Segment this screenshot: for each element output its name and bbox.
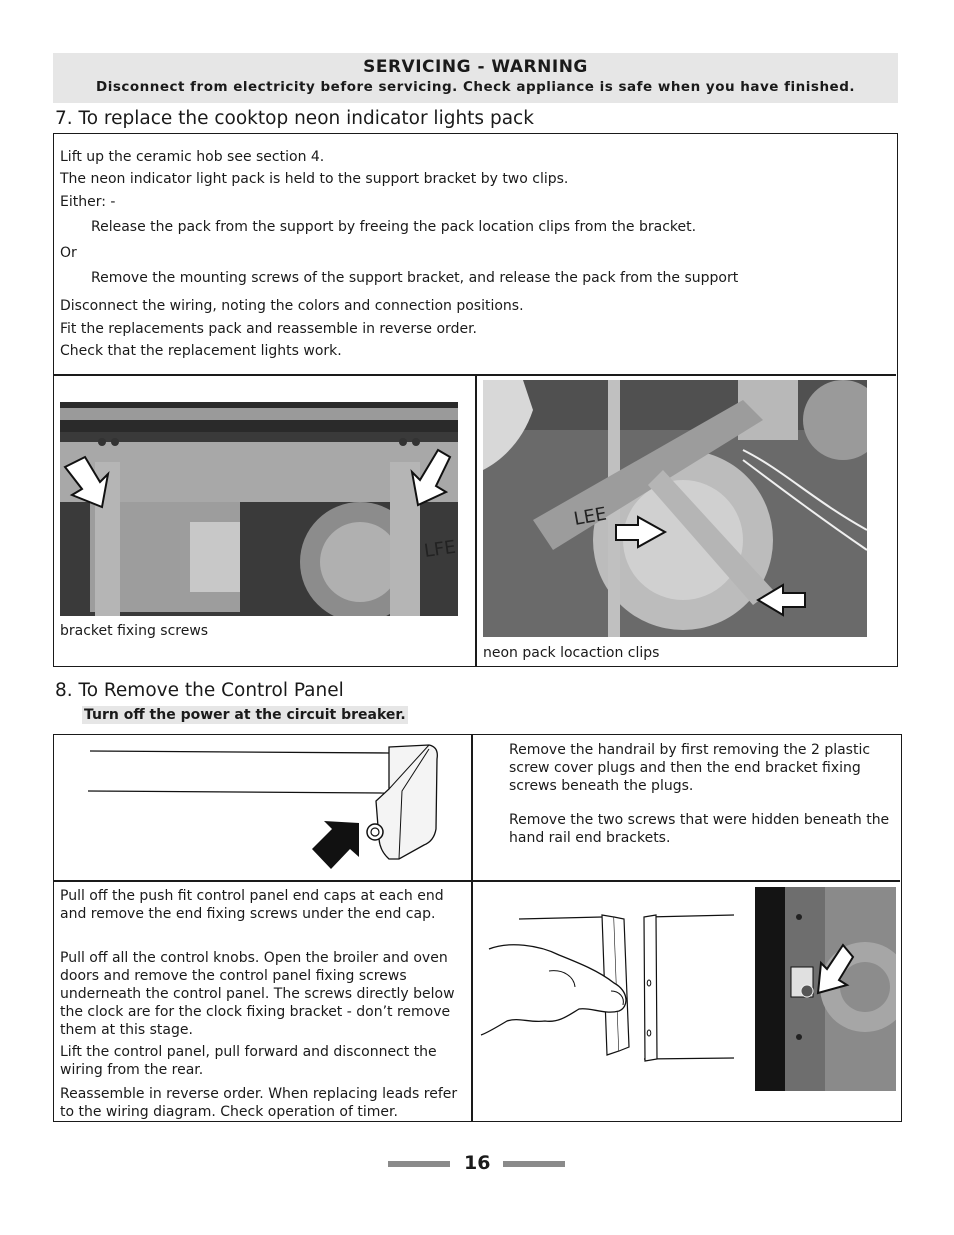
footer-bar-right (503, 1161, 565, 1167)
bracket-photo (60, 402, 458, 616)
instruction-line: Check that the replacement lights work. (60, 343, 342, 359)
handrail-instruction-2: Remove the two screws that were hidden beneath the hand rail end brackets. (509, 812, 890, 846)
row-divider (54, 880, 900, 882)
instruction-line: Lift up the ceramic hob see section 4. (60, 149, 325, 165)
instruction-line: Remove the mounting screws of the support bracket, and release the pack from the support (91, 270, 739, 286)
section-8-table (53, 734, 902, 1122)
page-number: 16 (464, 1152, 491, 1174)
power-off-notice (82, 704, 408, 724)
disconnect-instruction: Lift the control panel, pull forward and disconnect the wiring from the rear. (60, 1044, 437, 1078)
knobs-instruction: Pull off all the control knobs. Open the broiler and oven doors and remove the control panel fixing screws underneath the control panel. The screws directly below the clock are for the clock fixing bracket - don’t remove them at this stage. (60, 950, 455, 1038)
instruction-line: Or (60, 245, 77, 261)
instruction-line: Fit the replacements pack and reassemble in reverse order. (60, 321, 477, 337)
photo-text: LEE (572, 503, 609, 530)
photo-text: LFE (422, 536, 458, 562)
end-caps-instruction: Pull off the push fit control panel end caps at each end and remove the end fixing screws under the end cap. (60, 888, 444, 922)
servicing-warning-banner (53, 53, 898, 103)
section-7-box (53, 133, 898, 667)
caption-bracket-screws: bracket fixing screws (60, 623, 209, 639)
neon-pack-photo (483, 380, 867, 637)
instruction-line: Release the pack from the support by freeing the pack location clips from the bracket. (91, 219, 697, 235)
column-divider (475, 374, 477, 666)
handrail-bracket-drawing (84, 741, 444, 873)
notice-text: Turn off the power at the circuit breaker. (84, 707, 406, 723)
column-divider (471, 735, 473, 1121)
footer-bar-left (388, 1161, 450, 1167)
end-cap-drawing (479, 911, 739, 1066)
instruction-line: Either: - (60, 194, 116, 210)
instruction-line: Disconnect the wiring, noting the colors and connection positions. (60, 298, 524, 314)
section-8-heading: 8. To Remove the Control Panel (55, 680, 344, 701)
section-7-heading: 7. To replace the cooktop neon indicator lights pack (55, 108, 534, 129)
end-cap-photo (755, 887, 896, 1091)
handrail-instruction-1: Remove the handrail by first removing the 2 plastic screw cover plugs and then the end bracket fixing screws beneath the plugs. (509, 742, 871, 794)
instruction-line: The neon indicator light pack is held to the support bracket by two clips. (60, 171, 569, 187)
reassemble-instruction: Reassemble in reverse order. When replacing leads refer to the wiring diagram. Check operation of timer. (60, 1086, 458, 1120)
caption-neon-clips: neon pack locaction clips (483, 645, 660, 661)
warning-subtitle: Disconnect from electricity before servicing. Check appliance is safe when you have finished. (95, 79, 855, 95)
warning-title: SERVICING - WARNING (363, 57, 588, 77)
